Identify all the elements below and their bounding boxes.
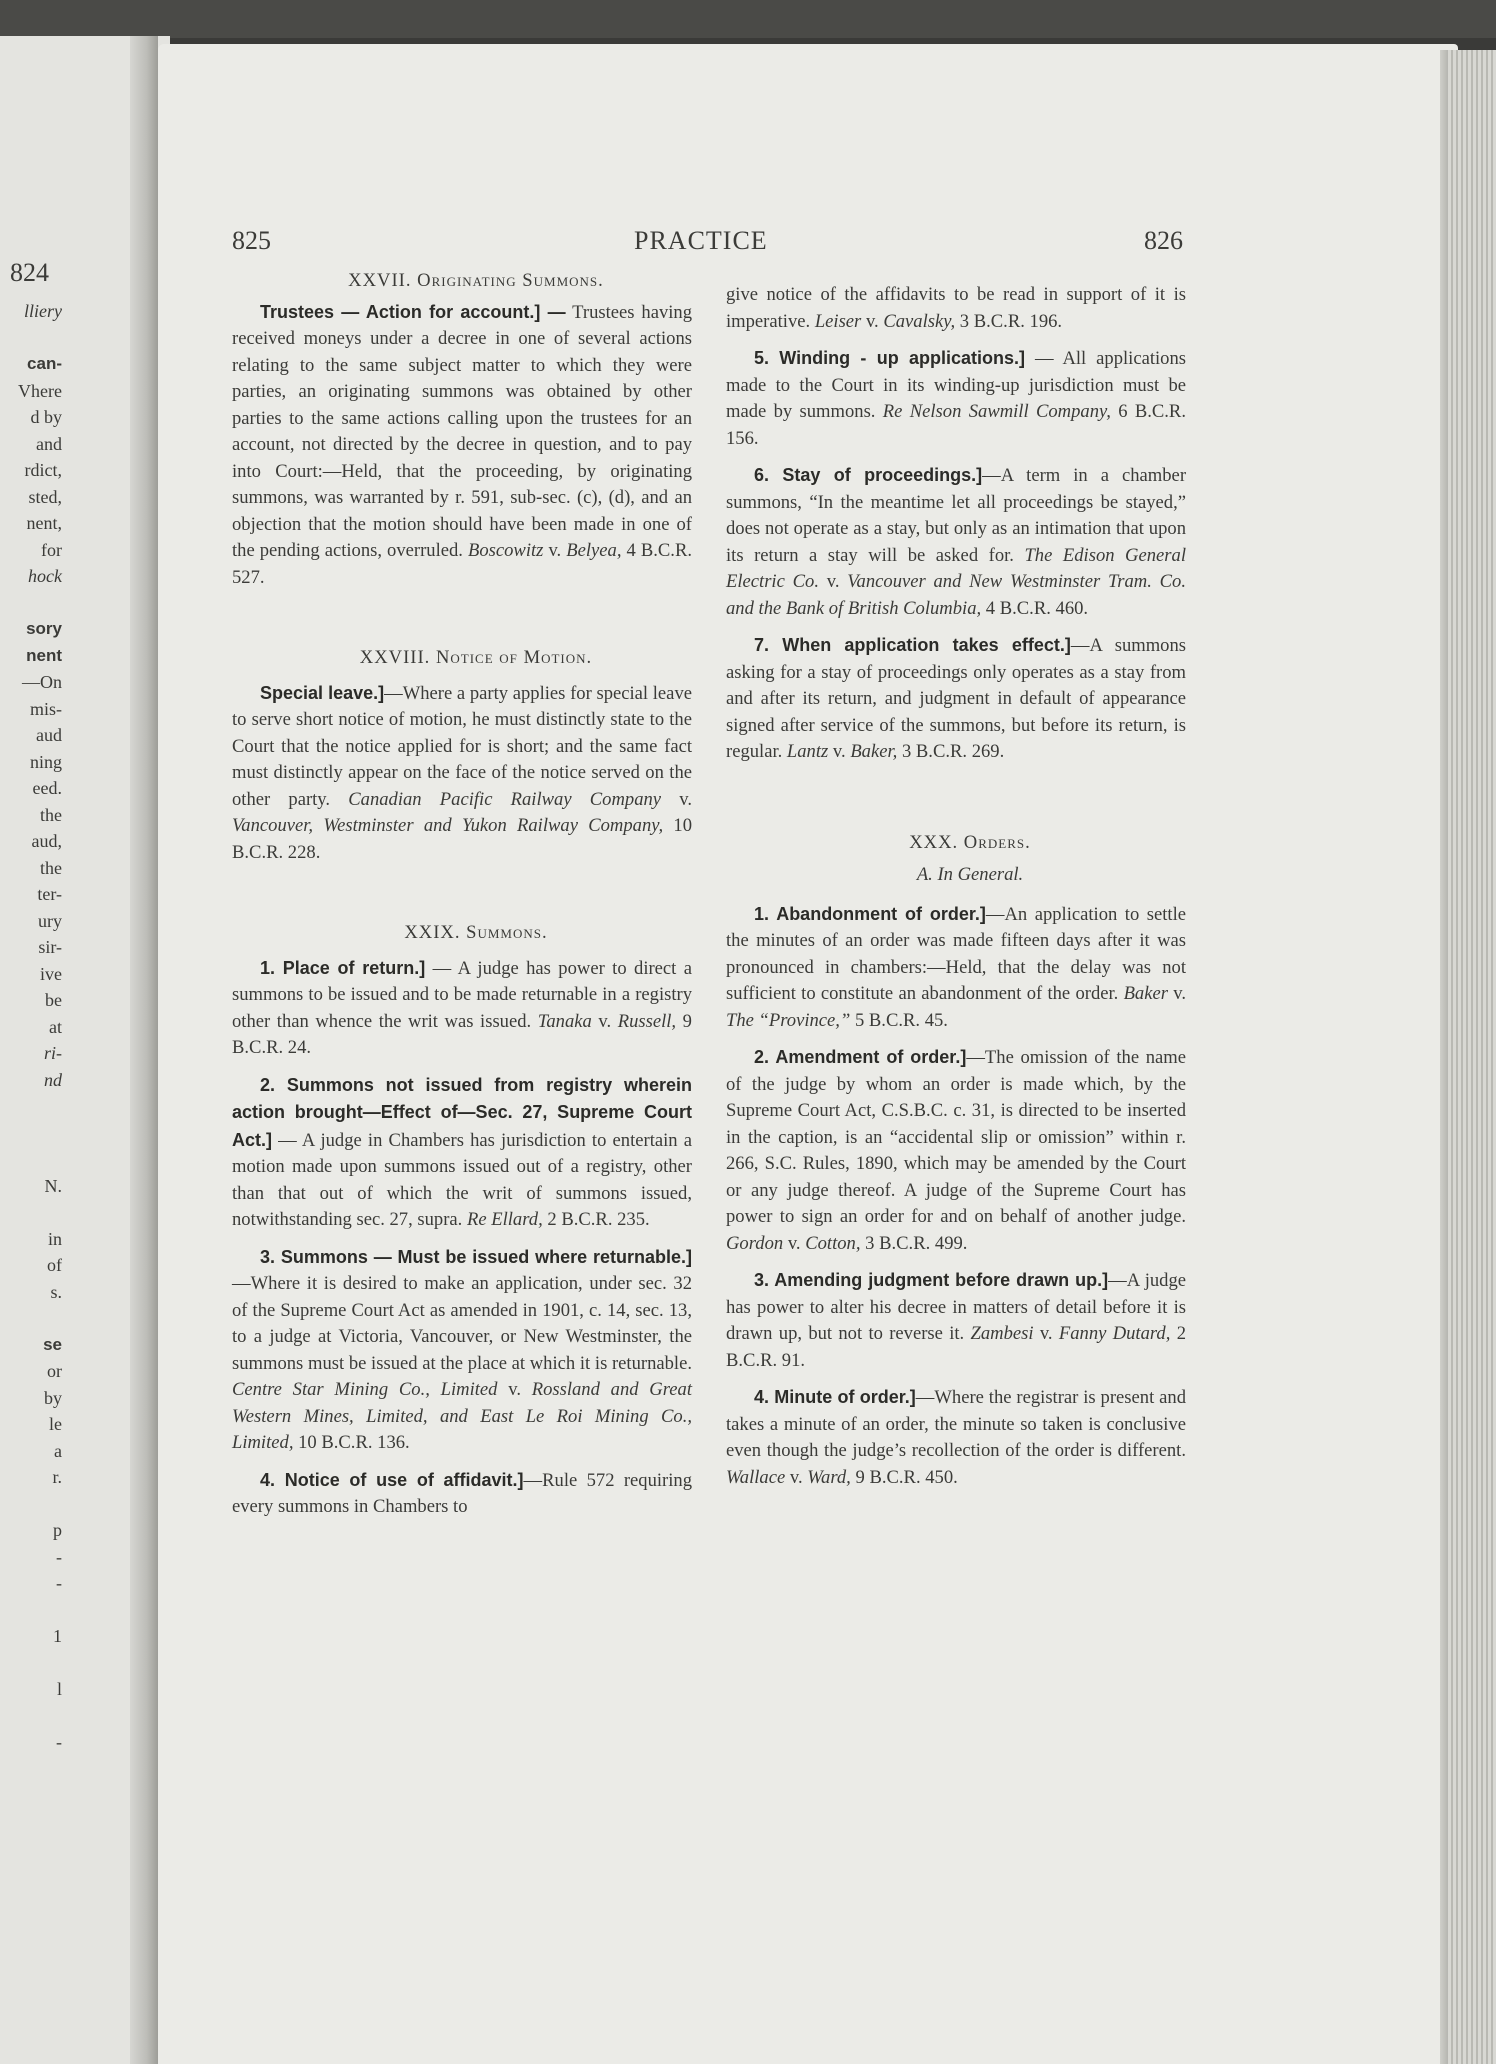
fragment-line: sory bbox=[26, 619, 62, 638]
fragment-line: at bbox=[49, 1016, 62, 1037]
case-name: Wallace bbox=[726, 1466, 786, 1488]
paragraph-heading: 6. Stay of proceedings.] bbox=[754, 465, 983, 485]
fragment-line: by bbox=[44, 1387, 62, 1408]
citation: 10 B.C.R. 136. bbox=[293, 1432, 410, 1453]
case-name: Baker, bbox=[850, 741, 898, 762]
paragraph: Trustees — Action for account.] — Trustees having received moneys under a decree in one of several actions relating to the same subject matter to which they were parties, an originating summons was obtained by other parties to the same actions calling upon the trustees for an account, not directed by the decree in question, and to pay into Court:—Held, that the proceeding, by originating summons, was warranted by r. 591, sub-sec. (c), (d), and an objection that the motion should have been made in one of the pending actions, overruled. Boscowitz v. Belyea, 4 B.C.R. 527. bbox=[232, 301, 693, 588]
fragment-line bbox=[0, 1093, 62, 1120]
fragment-line bbox=[0, 590, 62, 617]
case-name: Baker bbox=[1123, 983, 1168, 1004]
case-name: Rossland and Great Western Mines, Limited, and East Le Roi Mining Co., Limited, bbox=[232, 1379, 692, 1453]
page-number-left: 825 bbox=[232, 226, 271, 255]
citation: 2 B.C.R. 91. bbox=[726, 1323, 1186, 1371]
paragraph: 3. Amending judgment before drawn up.]—A judge has power to alter his decree in matters of detail before it is drawn up, but not to reverse it. Zambesi v. Fanny Dutard, 2 B.C.R. 91. bbox=[726, 1270, 1186, 1371]
section-heading: XXIX. Summons. bbox=[404, 922, 548, 943]
citation: 9 B.C.R. 450. bbox=[850, 1466, 958, 1488]
paragraph-heading: 1. Abandonment of order.] bbox=[754, 903, 986, 924]
case-name: Leiser bbox=[814, 310, 862, 332]
fragment-line: eed. bbox=[32, 778, 62, 798]
fragment-line: ning bbox=[29, 751, 62, 772]
fragment-line bbox=[0, 1703, 62, 1730]
citation: 3 B.C.R. 499. bbox=[860, 1232, 968, 1254]
paragraph-heading: 3. Summons — Must be issued where returnable.] bbox=[260, 1246, 692, 1267]
citation: 3 B.C.R. 269. bbox=[897, 741, 1005, 762]
book-gutter bbox=[130, 36, 158, 2064]
fragment-line bbox=[0, 1491, 62, 1518]
fragment-line: rdict, bbox=[24, 460, 62, 480]
paragraph: 3. Summons — Must be issued where returnable.]—Where it is desired to make an application, under sec. 32 of the Supreme Court Act as amended in 1901, c. 14, sec. 13, to a judge at Victoria, Vancouver, or New Westminster, the summons must be issued at the place at which it is returnable. Centre Star Mining Co., Limited v. Rossland and Great Western Mines, Limited, and East Le Roi Mining Co., Limited, 10 B.C.R. 136. bbox=[232, 1246, 692, 1453]
case-name: Vancouver and New Westminster Tram. Co. and the Bank of British Columbia, bbox=[726, 571, 1186, 619]
fragment-line: a bbox=[54, 1440, 62, 1461]
fragment-line: - bbox=[56, 1546, 62, 1567]
scan-top-border bbox=[0, 0, 1496, 38]
citation: 4 B.C.R. 527. bbox=[232, 540, 692, 588]
fragment-line: p bbox=[53, 1520, 62, 1540]
fragment-line: 1 bbox=[53, 1626, 62, 1646]
paragraph: 7. When application takes effect.]—A summons asking for a stay of proceedings only operates as a stay from and after its return, and judgment in default of appearance signed after service of the summons, but before its return, is regular. Lantz v. Baker, 3 B.C.R. 269. bbox=[726, 635, 1187, 762]
case-name: Zambesi bbox=[970, 1323, 1034, 1344]
subsection-heading: A. In General. bbox=[916, 864, 1024, 885]
right-column bbox=[726, 282, 1186, 1491]
fragment-line: s. bbox=[50, 1281, 62, 1302]
paragraph-heading: 7. When application takes effect.] bbox=[754, 635, 1071, 655]
section-heading: XXVII. Originating Summons. bbox=[348, 270, 604, 291]
paragraph: 2. Amendment of order.]—The omission of the name of the judge by whom an order is made which, by the Supreme Court Act, C.S.B.C. c. 31, is directed to be inserted in the caption, is an “accidental slip or omission” within r. 266, S.C. Rules, 1890, which may be amended by the Court or any judge thereof. A judge of the Supreme Court has power to sign an order for and on behalf of another judge. Gordon v. Cotton, 3 B.C.R. 499. bbox=[726, 1047, 1186, 1254]
citation: 9 B.C.R. 24. bbox=[232, 1010, 692, 1058]
case-name: Russell, bbox=[617, 1010, 677, 1032]
paragraph-heading: 3. Amending judgment before drawn up.] bbox=[754, 1270, 1109, 1290]
fragment-line: r. bbox=[52, 1467, 62, 1487]
fragment-line: d by bbox=[30, 407, 62, 427]
paragraph: Special leave.]—Where a party applies for special leave to serve short notice of motion, he must distinctly state to the Court that the notice applied for is short; and the same fact must distinctly appear on the face of the notice served on the other party. Canadian Pacific Railway Company v. Vancouver, Westminster and Yukon Railway Company, 10 B.C.R. 228. bbox=[232, 682, 692, 863]
paragraph: 2. Summons not issued from registry wherein action brought—Effect of—Sec. 27, Supreme Court Act.] — A judge in Chambers has jurisdiction to entertain a motion made upon summons issued out of a registry, other than that out of which the writ of summons issued, notwithstanding sec. 27, supra. Re Ellard, 2 B.C.R. 235. bbox=[232, 1074, 692, 1230]
paragraph-heading: 1. Place of return.] bbox=[260, 957, 426, 978]
fragment-line: mis- bbox=[29, 698, 62, 719]
fragment-line: nd bbox=[44, 1069, 62, 1090]
fragment-line: the bbox=[40, 804, 62, 825]
fragment-line: ri- bbox=[44, 1043, 62, 1063]
fragment-line: se bbox=[43, 1334, 62, 1354]
previous-page-text-fragments bbox=[0, 298, 62, 1756]
fragment-line: hock bbox=[28, 566, 62, 586]
citation: 5 B.C.R. 45. bbox=[850, 1009, 948, 1031]
fragment-line bbox=[0, 1120, 62, 1147]
case-name: Cavalsky, bbox=[883, 310, 956, 332]
fragment-line: be bbox=[45, 990, 62, 1010]
fragment-line: nent bbox=[26, 645, 62, 665]
section-heading: XXX. Orders. bbox=[909, 831, 1031, 853]
fragment-line bbox=[0, 1199, 62, 1226]
fragment-line: sir- bbox=[38, 937, 62, 957]
citation: 6 B.C.R. 156. bbox=[726, 401, 1186, 449]
fragment-line: Vhere bbox=[18, 380, 62, 401]
previous-page-number: 824 bbox=[10, 258, 49, 287]
fragment-line: in bbox=[47, 1228, 62, 1249]
fragment-line: and bbox=[36, 433, 62, 454]
paragraph: 1. Abandonment of order.]—An application to settle the minutes of an order was made fifteen days after it was pronounced in chambers:—Held, that the delay was not sufficient to constitute an abandonment of the order. Baker v. The “Province,” 5 B.C.R. 45. bbox=[726, 903, 1187, 1031]
paragraph-heading: 2. Amendment of order.] bbox=[754, 1047, 967, 1067]
citation: 3 B.C.R. 196. bbox=[955, 310, 1063, 332]
page-number-right: 826 bbox=[1144, 226, 1183, 255]
case-name: The “Province,” bbox=[726, 1009, 851, 1031]
fragment-line: - bbox=[56, 1732, 62, 1752]
case-name: Boscowitz bbox=[467, 540, 544, 561]
paragraph-continuation: give notice of the affidavits to be read in support of it is imperative. Leiser v. Cavalsky, 3 B.C.R. 196. bbox=[726, 284, 1186, 332]
citation: 4 B.C.R. 460. bbox=[981, 597, 1089, 619]
paragraph-heading: Special leave.] bbox=[260, 682, 385, 703]
case-name: Cotton, bbox=[805, 1232, 861, 1254]
paragraph: 5. Winding - up applications.] — All applications made to the Court in its winding-up jurisdiction must be made by summons. Re Nelson Sawmill Company, 6 B.C.R. 156. bbox=[726, 348, 1186, 449]
running-head-title: PRACTICE bbox=[634, 226, 768, 255]
paragraph: 6. Stay of proceedings.]—A term in a chamber summons, “In the meantime let all proceedings be stayed,” does not operate as a stay, but only as an intimation that upon its return a stay will be asked for. The Edison General Electric Co. v. Vancouver and New Westminster Tram. Co. and the Bank of British Columbia, 4 B.C.R. 460. bbox=[726, 465, 1187, 619]
case-name: Tanaka bbox=[537, 1010, 592, 1032]
fragment-line: can- bbox=[27, 354, 62, 373]
paragraph: 1. Place of return.] — A judge has power to direct a summons to be issued and to be made returnable in a registry other than whence the writ was issued. Tanaka v. Russell, 9 B.C.R. 24. bbox=[232, 957, 692, 1058]
fragment-line bbox=[0, 1597, 62, 1624]
citation: 2 B.C.R. 235. bbox=[542, 1209, 650, 1230]
fragment-line: of bbox=[47, 1255, 62, 1275]
fragment-line: ive bbox=[40, 963, 62, 984]
case-name: Re Ellard, bbox=[466, 1209, 543, 1230]
fragment-line: for bbox=[41, 539, 62, 560]
fragment-line bbox=[0, 325, 62, 352]
fragment-line: lliery bbox=[24, 301, 62, 321]
fragment-line bbox=[0, 1650, 62, 1677]
page-stack-edge bbox=[1448, 50, 1496, 2064]
case-name: Re Nelson Sawmill Company, bbox=[882, 401, 1111, 422]
fragment-line: aud, bbox=[31, 831, 62, 851]
fragment-line: ury bbox=[38, 910, 62, 931]
fragment-line: or bbox=[47, 1361, 62, 1381]
fragment-line: ter- bbox=[37, 884, 62, 904]
case-name: Belyea, bbox=[566, 540, 622, 561]
fragment-line: the bbox=[40, 857, 62, 878]
paragraph: 4. Minute of order.]—Where the registrar is present and takes a minute of an order, the minute so taken is conclusive even though the judge’s recollection of the order is different. Wallace v. Ward, 9 B.C.R. 450. bbox=[726, 1387, 1186, 1488]
fragment-line bbox=[0, 1305, 62, 1332]
fragment-line: - bbox=[56, 1573, 62, 1593]
paragraph-heading: 2. Summons not issued from registry wherein action brought—Effect of—Sec. 27, Supreme Court Act.] bbox=[232, 1074, 692, 1150]
case-name: Gordon bbox=[726, 1232, 784, 1254]
case-name: Canadian Pacific Railway Company bbox=[348, 788, 662, 810]
fragment-line: aud bbox=[36, 725, 62, 745]
fragment-line: nent, bbox=[26, 513, 62, 533]
fragment-line bbox=[0, 1146, 62, 1173]
case-name: The Edison General Electric Co. bbox=[726, 544, 1186, 592]
case-name: Lantz bbox=[786, 741, 829, 762]
paragraph: 4. Notice of use of affidavit.]—Rule 572 requiring every summons in Chambers to bbox=[232, 1469, 693, 1517]
case-name: Centre Star Mining Co., Limited bbox=[232, 1379, 498, 1400]
fragment-line: le bbox=[49, 1414, 62, 1434]
citation: 10 B.C.R. 228. bbox=[232, 815, 692, 863]
left-column bbox=[232, 268, 692, 1521]
fragment-line: sted, bbox=[28, 486, 62, 507]
case-name: Fanny Dutard, bbox=[1058, 1323, 1171, 1344]
case-name: Vancouver, Westminster and Yukon Railway Company, bbox=[232, 815, 664, 836]
case-name: Ward, bbox=[807, 1466, 851, 1488]
fragment-line: l bbox=[56, 1679, 62, 1699]
fragment-line: —On bbox=[22, 672, 62, 692]
paragraph-heading: 4. Notice of use of affidavit.] bbox=[260, 1469, 524, 1490]
paragraph-heading: 4. Minute of order.] bbox=[754, 1387, 916, 1407]
paragraph-heading: Trustees — Action for account.] — bbox=[260, 301, 566, 322]
paragraph-heading: 5. Winding - up applications.] bbox=[754, 348, 1025, 368]
section-heading: XXVIII. Notice of Motion. bbox=[359, 647, 593, 668]
fragment-line: N. bbox=[44, 1175, 62, 1196]
